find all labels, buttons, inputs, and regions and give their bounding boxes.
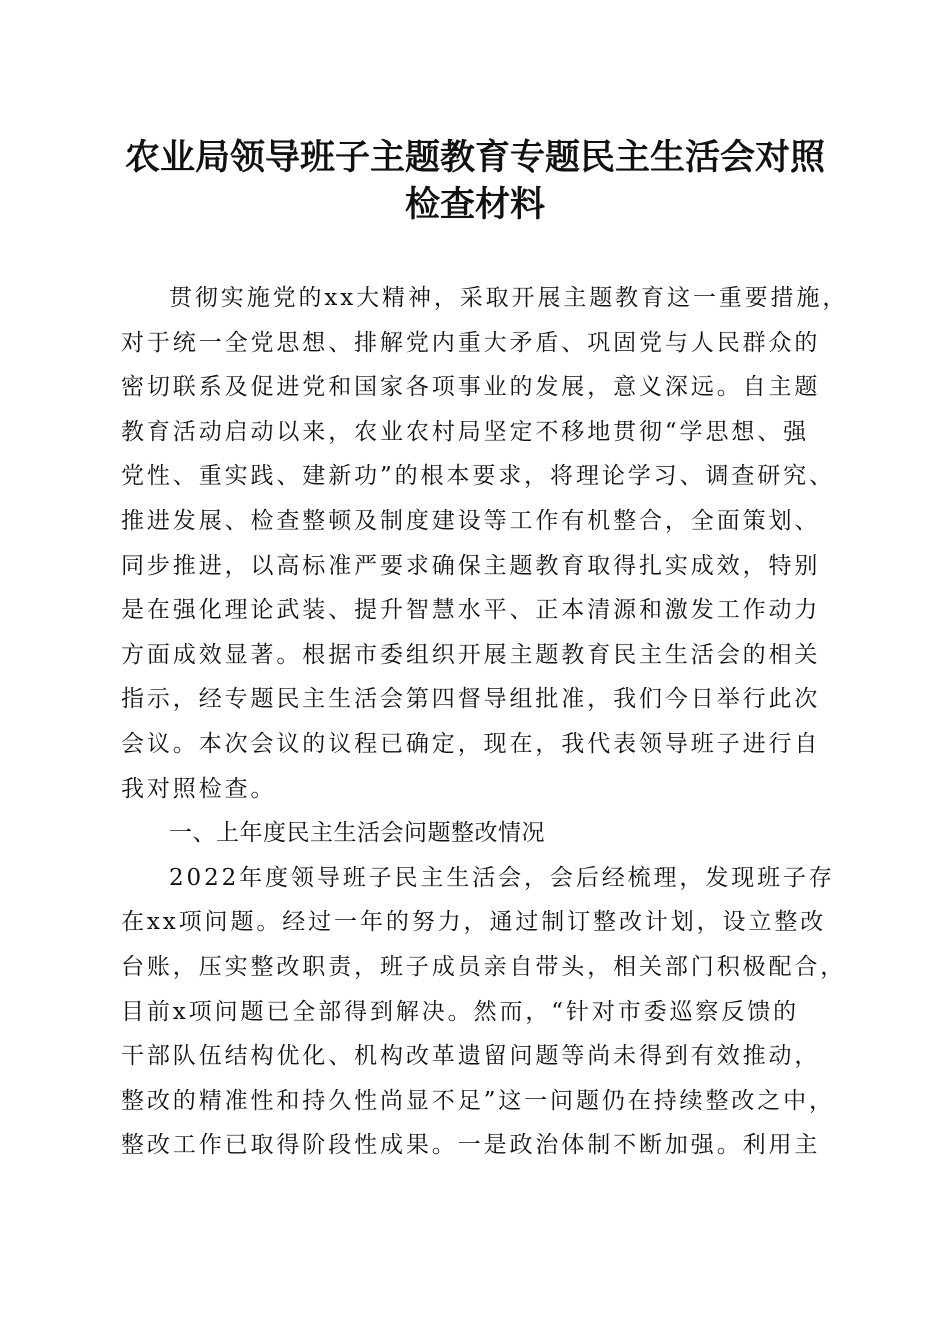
text-line: 干部队伍结构优化、机构改革遗留问题等尚未得到有效推动， (121, 1043, 821, 1070)
text-line: 方面成效显著。根据市委组织开展主题教育民主生活会的相关 (121, 641, 821, 668)
title-line-2: 检查材料 (404, 184, 545, 225)
text-line: 党性、重实践、建新功”的根本要求，将理论学习、调查研究、 (121, 463, 835, 490)
text-line: 2022年度领导班子民主生活会，会后经梳理，发现班子存 (169, 864, 835, 891)
text-line: 台账，压实整改职责，班子成员亲自带头，相关部门积极配合， (121, 953, 847, 980)
text-line: 整改的精准性和持久性尚显不足”这一问题仍在持续整改之中， (121, 1087, 835, 1114)
text-line: 对于统一全党思想、排解党内重大矛盾、巩固党与人民群众的 (121, 329, 821, 356)
section-heading: 一、上年度民主生活会问题整改情况 (169, 820, 545, 847)
text-line: 同步推进，以高标准严要求确保主题教育取得扎实成效，特别 (121, 552, 821, 579)
paragraph-intro (121, 276, 849, 811)
text-line: 目前x项问题已全部得到解决。然而，“针对市委巡察反馈的 (121, 998, 800, 1025)
title-line-1: 农业局领导班子主题教育专题民主生活会对照 (124, 137, 825, 178)
text-line: 是在强化理论武装、提升智慧水平、正本清源和激发工作动力 (121, 597, 821, 624)
text-line: 会议。本次会议的议程已确定，现在，我代表领导班子进行自 (121, 730, 821, 757)
text-line: 指示，经专题民主生活会第四督导组批准，我们今日举行此次 (121, 686, 821, 713)
text-line: 教育活动启动以来，农业农村局坚定不移地贯彻“学思想、强 (121, 418, 810, 445)
text-line: 在xx项问题。经过一年的努力，通过制订整改计划，设立整改 (121, 909, 827, 936)
document-body (121, 276, 849, 1168)
paragraph-rectification (121, 856, 847, 1168)
text-line: 贯彻实施党的xx大精神，采取开展主题教育这一重要措施， (169, 285, 849, 311)
text-line: 我对照检查。 (121, 775, 277, 802)
text-line: 推进发展、检查整顿及制度建设等工作有机整合，全面策划、 (121, 507, 821, 534)
document-title (100, 134, 850, 228)
text-line: 密切联系及促进党和国家各项事业的发展，意义深远。自主题 (121, 374, 821, 401)
text-line: 整改工作已取得阶段性成果。一是政治体制不断加强。利用主 (121, 1132, 821, 1159)
